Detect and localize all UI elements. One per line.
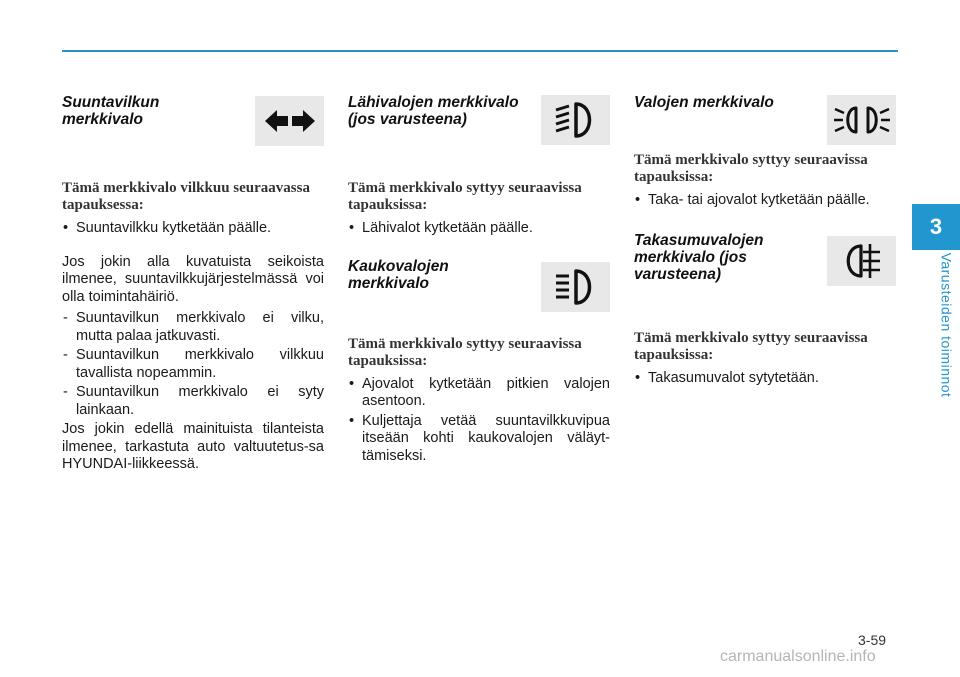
position-light-icon [827,95,896,145]
section-heading: Takasumuvalojen merkkivalo (jos varusteena) [634,231,764,283]
bullet-list [634,370,896,388]
list-item: • Suuntavilkku kytketään päälle. [62,220,324,238]
section-high-beam [348,258,610,336]
section-subheading: Tämä merkkivalo syttyy seuraavissa tapauksissa: [634,329,868,363]
low-beam-icon [541,95,610,145]
section-heading: Suuntavilkun merkkivalo [62,94,160,128]
section-turn-signal [62,94,324,180]
bullet-list [348,220,610,238]
list-item: - Suuntavilkun merkkivalo ei vilku, mutta palaa jatkuvasti. [62,310,324,345]
list-item: • Lähivalot kytketään päälle. [348,220,610,238]
list-item: • Takasumuvalot sytytetään. [634,370,896,388]
dash-list [62,310,324,419]
column-beam [348,94,610,467]
section-subheading: Tämä merkkivalo syttyy seuraavissa tapauksissa: [348,335,582,369]
bullet-list [62,220,324,238]
section-subheading: Tämä merkkivalo syttyy seuraavissa tapauksissa: [348,180,582,213]
bullet-list [348,376,610,466]
chapter-tab [912,204,960,250]
chapter-title: Varusteiden toiminnot [938,252,954,398]
high-beam-icon [541,262,610,312]
section-position-light [634,94,896,152]
paragraph: Jos jokin edellä mainituista tilanteista ilmenee, tarkastuta auto valtuutetus-sa HYUNDAI-liikkeessä. [62,421,324,472]
top-rule [62,50,898,52]
chapter-side-title [936,250,956,400]
list-item: • Kuljettaja vetää suuntavilkkuvipua itseään kohti kaukovalojen väläyt-tämiseksi. [348,413,610,466]
column-lights [634,94,896,389]
section-heading: Kaukovalojen merkkivalo [348,257,449,292]
chapter-number: 3 [929,214,943,239]
list-item: - Suuntavilkun merkkivalo ei syty lainkaan. [62,384,324,419]
list-item: - Suuntavilkun merkkivalo vilkkuu tavallista nopeammin. [62,347,324,382]
section-subheading: Tämä merkkivalo syttyy seuraavissa tapauksissa: [634,152,868,185]
section-rear-fog-light [634,232,896,330]
section-heading: Valojen merkkivalo [634,94,774,111]
section-heading: Lähivalojen merkkivalo (jos varusteena) [348,94,519,128]
watermark: carmanualsonline.info [720,648,876,665]
column-turn-signal [62,94,324,478]
turn-signal-arrows-icon [255,96,324,146]
section-low-beam [348,94,610,180]
list-item: • Ajovalot kytketään pitkien valojen asentoon. [348,376,610,411]
paragraph: Jos jokin alla kuvatuista seikoista ilmenee, suuntavilkkujärjestelmässä voi olla toimintahäiriö. [62,253,324,305]
section-subheading: Tämä merkkivalo vilkkuu seuraavassa tapauksessa: [62,180,310,213]
bullet-list [634,192,896,210]
page-number: 3-59 [858,632,887,648]
list-item: • Taka- tai ajovalot kytketään päälle. [634,192,896,210]
rear-fog-light-icon [827,236,896,286]
